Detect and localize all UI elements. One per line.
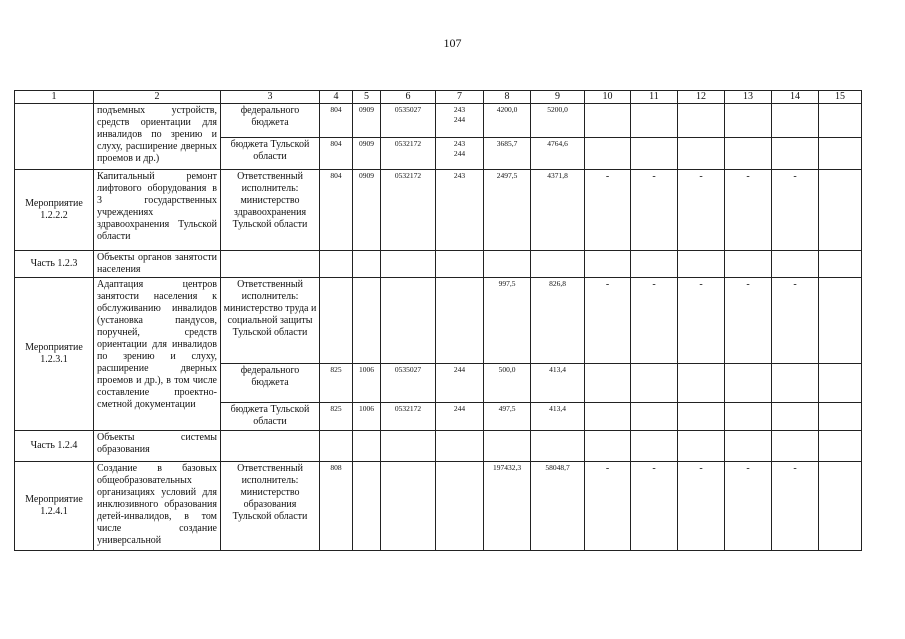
cell-empty [381, 462, 436, 551]
code-value: 244 [453, 115, 466, 124]
cell-empty [772, 364, 819, 403]
cell-code: 1006 [353, 403, 381, 431]
table-row [15, 431, 862, 462]
cell-dash: - [678, 278, 725, 364]
cell-empty [631, 403, 678, 431]
section-title: Объекты системы образования [94, 431, 221, 462]
cell-amount: 413,4 [531, 403, 585, 431]
cell-empty [725, 251, 772, 278]
cell-empty [353, 431, 381, 462]
cell-empty [631, 251, 678, 278]
measure-description: Адаптация центров занятости населения к обслуживанию инвалидов (установка пандусов, поручней, средств ориентации для инвалидов по зрению и слуху, расширение дверных проемов и др.), в том числе составление проектно-сметной документации [94, 278, 221, 431]
cell-empty [320, 431, 353, 462]
measure-description: подъемных устройств, средств ориентации для инвалидов по зрению и слуху, расширение дверных проемов и др.) [94, 104, 221, 170]
cell-empty [725, 431, 772, 462]
cell-empty [678, 431, 725, 462]
cell-empty [353, 278, 381, 364]
col-header: 3 [221, 91, 320, 104]
cell-empty [772, 251, 819, 278]
cell-code: 0532172 [381, 170, 436, 251]
cell-amount: 500,0 [484, 364, 531, 403]
cell-code: 825 [320, 364, 353, 403]
cell-dash: - [772, 462, 819, 551]
cell-dash: - [772, 278, 819, 364]
cell-empty [772, 403, 819, 431]
cell-empty [320, 251, 353, 278]
cell-amount: 197432,3 [484, 462, 531, 551]
measure-description: Создание в базовых общеобразовательных организациях условий для инклюзивного образования детей-инвалидов, в том числе создание универсальной [94, 462, 221, 551]
responsible-executor: Ответственный исполнитель: министерство здравоохранения Тульской области [221, 170, 320, 251]
cell-empty [819, 431, 862, 462]
table-row [15, 278, 862, 364]
cell-amount: 58048,7 [531, 462, 585, 551]
cell-empty [819, 278, 862, 364]
cell-amount: 413,4 [531, 364, 585, 403]
cell-amount: 5200,0 [531, 104, 585, 138]
cell-amount: 3685,7 [484, 138, 531, 170]
cell-empty [15, 104, 94, 170]
cell-dash: - [631, 462, 678, 551]
cell-code: 244 [436, 364, 484, 403]
col-header: 14 [772, 91, 819, 104]
responsible-executor: Ответственный исполнитель: министерство труда и социальной защиты Тульской области [221, 278, 320, 364]
cell-dash: - [725, 170, 772, 251]
cell-empty [631, 431, 678, 462]
cell-amount: 997,5 [484, 278, 531, 364]
cell-empty [221, 251, 320, 278]
cell-empty [436, 278, 484, 364]
measure-label: Мероприятие 1.2.2.2 [15, 170, 94, 251]
section-label: Часть 1.2.4 [15, 431, 94, 462]
cell-code: 0535027 [381, 104, 436, 138]
cell-empty [772, 431, 819, 462]
cell-amount: 4371,8 [531, 170, 585, 251]
cell-empty [772, 138, 819, 170]
cell-empty [436, 251, 484, 278]
cell-empty [772, 104, 819, 138]
cell-empty [631, 104, 678, 138]
cell-empty [725, 364, 772, 403]
col-header: 4 [320, 91, 353, 104]
cell-dash: - [772, 170, 819, 251]
cell-code: 804 [320, 138, 353, 170]
cell-code: 0532172 [381, 403, 436, 431]
funding-source: федерального бюджета [221, 364, 320, 403]
cell-empty [725, 104, 772, 138]
cell-code: 0909 [353, 104, 381, 138]
cell-code: 0535027 [381, 364, 436, 403]
cell-empty [819, 364, 862, 403]
table-row [15, 170, 862, 251]
col-header: 2 [94, 91, 221, 104]
cell-empty [631, 364, 678, 403]
cell-empty [678, 364, 725, 403]
cell-empty [381, 278, 436, 364]
cell-empty [678, 104, 725, 138]
cell-code: 0909 [353, 138, 381, 170]
cell-amount: 4764,6 [531, 138, 585, 170]
cell-empty [725, 403, 772, 431]
cell-dash: - [585, 170, 631, 251]
col-header: 1 [15, 91, 94, 104]
funding-source: бюджета Тульской области [221, 138, 320, 170]
cell-empty [819, 104, 862, 138]
code-value: 244 [453, 149, 466, 158]
cell-empty [531, 251, 585, 278]
header-row [15, 91, 862, 104]
cell-empty [585, 364, 631, 403]
funding-source: федерального бюджета [221, 104, 320, 138]
cell-empty [678, 138, 725, 170]
measure-label: Мероприятие 1.2.3.1 [15, 278, 94, 431]
cell-empty [381, 251, 436, 278]
cell-empty [484, 431, 531, 462]
cell-dash: - [585, 278, 631, 364]
cell-amount: 497,5 [484, 403, 531, 431]
cell-amount: 2497,5 [484, 170, 531, 251]
cell-code: 0532172 [381, 138, 436, 170]
col-header: 5 [353, 91, 381, 104]
code-value: 243 [453, 139, 466, 148]
col-header: 9 [531, 91, 585, 104]
cell-empty [678, 403, 725, 431]
cell-dash: - [725, 462, 772, 551]
col-header: 11 [631, 91, 678, 104]
cell-dash: - [678, 170, 725, 251]
cell-empty [221, 431, 320, 462]
cell-empty [585, 104, 631, 138]
cell-empty [819, 403, 862, 431]
cell-empty [819, 251, 862, 278]
cell-empty [585, 138, 631, 170]
section-label: Часть 1.2.3 [15, 251, 94, 278]
cell-empty [678, 251, 725, 278]
col-header: 13 [725, 91, 772, 104]
cell-empty [819, 170, 862, 251]
table-row [15, 462, 862, 551]
cell-empty [819, 138, 862, 170]
cell-empty [585, 251, 631, 278]
cell-dash: - [631, 278, 678, 364]
cell-empty [381, 431, 436, 462]
cell-code: 244 [436, 403, 484, 431]
table-row [15, 104, 862, 138]
col-header: 15 [819, 91, 862, 104]
col-header: 7 [436, 91, 484, 104]
col-header: 6 [381, 91, 436, 104]
cell-code [436, 104, 484, 138]
cell-code: 808 [320, 462, 353, 551]
cell-amount: 4200,0 [484, 104, 531, 138]
measure-description: Капитальный ремонт лифтового оборудования в 3 государственных учреждениях здравоохранения Тульской области [94, 170, 221, 251]
cell-empty [819, 462, 862, 551]
cell-dash: - [678, 462, 725, 551]
cell-empty [353, 462, 381, 551]
col-header: 10 [585, 91, 631, 104]
code-value: 243 [453, 105, 466, 114]
cell-empty [436, 462, 484, 551]
cell-dash: - [725, 278, 772, 364]
funding-source: бюджета Тульской области [221, 403, 320, 431]
cell-dash: - [631, 170, 678, 251]
cell-empty [436, 431, 484, 462]
cell-empty [725, 138, 772, 170]
cell-empty [531, 431, 585, 462]
cell-empty [585, 431, 631, 462]
cell-empty [631, 138, 678, 170]
table-row [15, 251, 862, 278]
cell-amount: 826,8 [531, 278, 585, 364]
col-header: 12 [678, 91, 725, 104]
measure-label: Мероприятие 1.2.4.1 [15, 462, 94, 551]
page-number: 107 [443, 36, 462, 50]
cell-code: 243 [436, 170, 484, 251]
budget-table [14, 90, 862, 551]
cell-empty [484, 251, 531, 278]
cell-empty [353, 251, 381, 278]
cell-code: 1006 [353, 364, 381, 403]
responsible-executor: Ответственный исполнитель: министерство образования Тульской области [221, 462, 320, 551]
cell-code: 825 [320, 403, 353, 431]
cell-dash: - [585, 462, 631, 551]
cell-code: 804 [320, 170, 353, 251]
col-header: 8 [484, 91, 531, 104]
cell-empty [320, 278, 353, 364]
cell-code: 804 [320, 104, 353, 138]
cell-code [436, 138, 484, 170]
section-title: Объекты органов занятости населения [94, 251, 221, 278]
cell-empty [585, 403, 631, 431]
cell-code: 0909 [353, 170, 381, 251]
